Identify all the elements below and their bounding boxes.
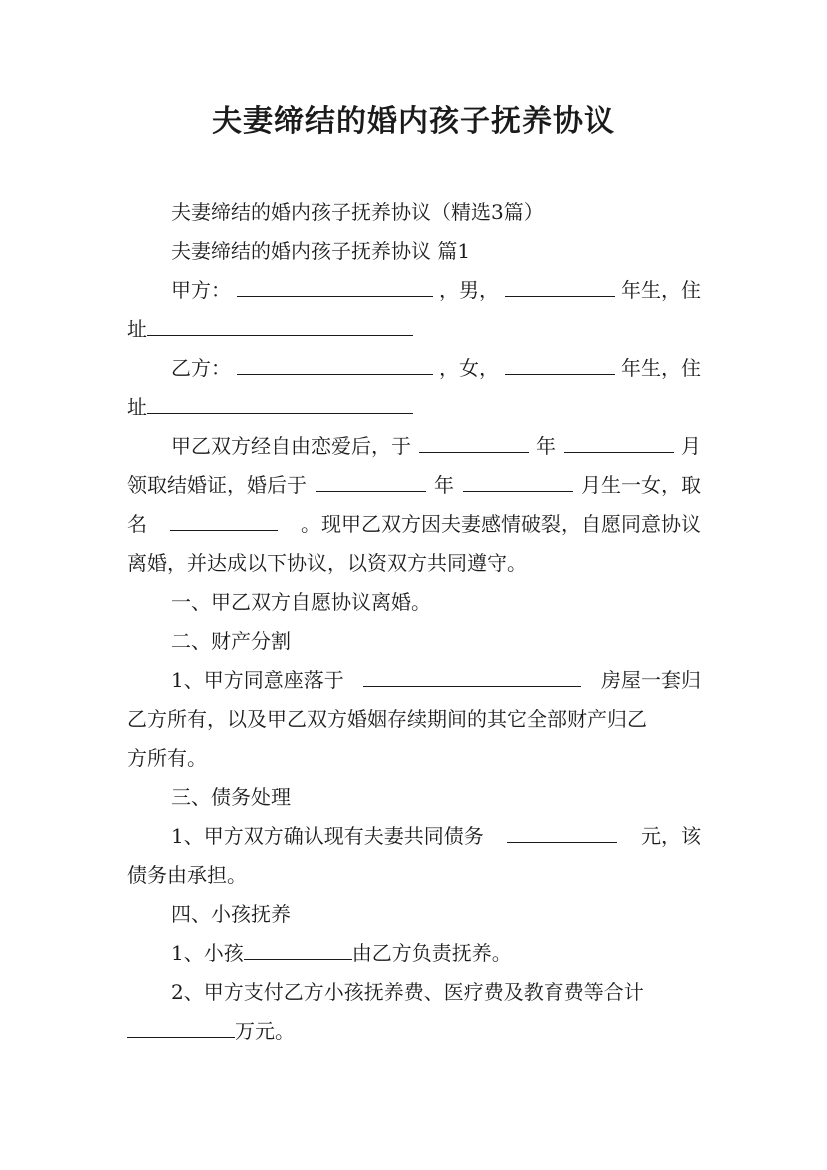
subtitle: 夫妻缔结的婚内孩子抚养协议（精选3篇）: [171, 200, 544, 224]
party-b-line: [171, 354, 701, 382]
party-a-born: 年生，住: [621, 278, 701, 302]
p3-text-b: 。现甲乙双方因夫妻感情破裂，自愿同意协议: [301, 512, 701, 536]
p2-text-c: 月生一女，取: [581, 473, 701, 497]
child-name-blank: [170, 510, 278, 531]
child-blank: [244, 939, 352, 960]
party-b-name-blank: [237, 354, 433, 375]
p1-text-b: 年: [536, 434, 556, 458]
clause-4-2-text-end: 万元。: [235, 1019, 295, 1043]
party-b-born: 年生，住: [621, 356, 701, 380]
support-amount-blank: [127, 1017, 235, 1038]
party-a-line: [171, 276, 701, 304]
party-b-address-blank: [147, 393, 413, 414]
party-a-address-line: [127, 315, 701, 343]
clause-3-1-end: 债务由承担。: [127, 863, 247, 887]
p3-text-a: 名: [127, 512, 147, 536]
clause-4-1-line: [171, 939, 701, 967]
p2-text-b: 年: [434, 473, 454, 497]
clause-3-heading: 三、债务处理: [171, 785, 291, 809]
p1-text-c: 月: [681, 434, 701, 458]
party-b-address-line: [127, 393, 701, 421]
paragraph-line-4: 离婚，并达成以下协议，以资双方共同遵守。: [127, 551, 527, 575]
party-a-label: 甲方：: [171, 278, 231, 302]
clause-2-1-text-b: 房屋一套归: [600, 668, 701, 692]
p2-text-a: 领取结婚证，婚后于: [127, 473, 307, 497]
debt-amount-blank: [507, 822, 617, 843]
birth-month-blank: [463, 471, 573, 492]
party-a-address-label: 址: [127, 317, 147, 341]
clause-2-1-end: 方所有。: [127, 746, 207, 770]
clause-4-2-line: 2、甲方支付乙方小孩抚养费、医疗费及教育费等合计: [171, 980, 644, 1004]
marriage-month-blank: [564, 432, 674, 453]
clause-1: 一、甲乙双方自愿协议离婚。: [171, 590, 431, 614]
birth-year-blank: [316, 471, 426, 492]
clause-2-1-line: [171, 666, 701, 694]
clause-2-1-cont: 乙方所有，以及甲乙双方婚姻存续期间的其它全部财产归乙: [127, 707, 647, 731]
clause-2-1-text-a: 1、甲方同意座落于: [171, 668, 344, 692]
section-heading: 夫妻缔结的婚内孩子抚养协议 篇1: [171, 239, 471, 263]
paragraph-line-3: [127, 510, 701, 538]
clause-3-1-text-b: 元，该: [640, 824, 701, 848]
party-a-birthyear-blank: [505, 276, 615, 297]
clause-3-1-line: [171, 822, 701, 850]
paragraph-line-1: [171, 432, 701, 460]
property-location-blank: [363, 666, 581, 687]
clause-2-heading: 二、财产分割: [171, 629, 291, 653]
clause-4-1-text-b: 由乙方负责抚养。: [351, 941, 512, 965]
marriage-year-blank: [419, 432, 529, 453]
p1-text-a: 甲乙双方经自由恋爱后，于: [171, 434, 411, 458]
party-b-address-label: 址: [127, 395, 147, 419]
party-b-label: 乙方：: [171, 356, 231, 380]
party-a-address-blank: [147, 315, 413, 336]
party-a-name-blank: [237, 276, 433, 297]
party-b-birthyear-blank: [505, 354, 615, 375]
paragraph-line-2: [127, 471, 701, 499]
party-a-gender: ，男，: [439, 278, 499, 302]
clause-4-2-end: [127, 1017, 701, 1045]
document-title: 夫妻缔结的婚内孩子抚养协议: [212, 104, 615, 139]
clause-4-heading: 四、小孩抚养: [171, 902, 291, 926]
clause-3-1-text-a: 1、甲方双方确认现有夫妻共同债务: [171, 824, 484, 848]
party-b-gender: ，女，: [439, 356, 499, 380]
clause-4-1-text-a: 1、小孩: [171, 941, 244, 965]
